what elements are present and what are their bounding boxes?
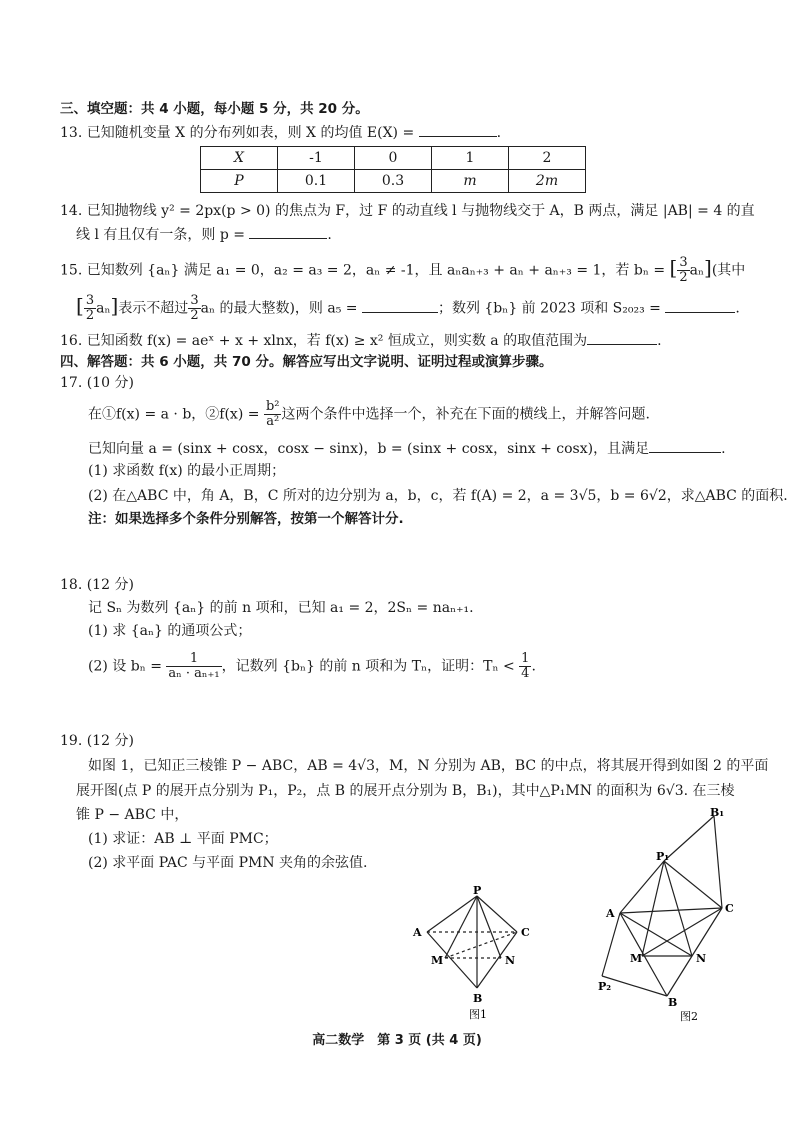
table-cell: 2m	[509, 170, 586, 193]
table-cell: 1	[432, 147, 509, 170]
q17-line-1: 在①f(x) = a · b，②f(x) = $\frac{\text{b²}}{\text{a²}}$ 这两个条件中选择一个，补充在下面的横线上，并解答问题.	[88, 399, 650, 429]
fraction: $\frac{3}{2}$	[190, 293, 199, 323]
figure-1-caption: 图1	[469, 1008, 487, 1020]
label-A: A	[413, 926, 422, 939]
q18-line-3: (2) 设 bₙ = $\frac{1}{\text{aₙ · aₙ₊₁}}$ ，记数列 {bₙ} 的前 n 项和为 Tₙ，证明：Tₙ < $\frac{1}{4}$ .	[88, 651, 536, 681]
figure-2-caption: 图2	[680, 1010, 698, 1023]
table-row	[201, 147, 586, 170]
q18-line-2: (1) 求 {aₙ} 的通项公式；	[88, 623, 252, 639]
question-16: 16. 已知函数 f(x) = aeˣ + x + xlnx，若 f(x) ≥ x² 恒成立，则实数 a 的取值范围为 .	[60, 330, 662, 351]
answer-blank	[249, 224, 327, 239]
question-14-line-1: 14. 已知抛物线 y² = 2px(p > 0) 的焦点为 F，过 F 的动直线 l 与抛物线交于 A，B 两点，满足 |AB| = 4 的直	[60, 203, 755, 219]
label-P2: P₂	[598, 980, 612, 993]
figure-2-net	[592, 806, 752, 1026]
q13-text: 13. 已知随机变量 X 的分布列如表，则 X 的均值 E(X) =	[60, 125, 419, 141]
answer-blank	[649, 438, 721, 453]
q17-line-2: 已知向量 a = (sinx + cosx，cosx − sinx)，b = (sinx + cosx，sinx + cosx)，且满足 .	[88, 438, 726, 459]
distribution-table	[200, 146, 586, 193]
fraction: $\frac{3}{2}$	[85, 293, 95, 323]
section-4-heading: 四、解答题：共 6 小题，共 70 分。解答应写出文字说明、证明过程或演算步骤。	[60, 354, 553, 370]
label-C: C	[521, 926, 530, 939]
q19-head: 19. (12 分)	[60, 733, 134, 749]
label-M: M	[630, 952, 643, 965]
q19-line-5: (2) 求平面 PAC 与平面 PMN 夹角的余弦值.	[88, 855, 368, 871]
table-cell: 2	[509, 147, 586, 170]
question-15-line-1: 15. 已知数列 {aₙ} 满足 a₁ = 0，a₂ = a₃ = 2，aₙ ≠ -1，且 aₙaₙ₊₃ + aₙ + aₙ₊₃ = 1，若 bₙ = [ $\frac{3}{2}$ aₙ](其中	[60, 255, 746, 285]
table-cell: 0	[355, 147, 432, 170]
fraction: $\frac{1}{\text{aₙ · aₙ₊₁}}$	[168, 651, 220, 681]
q17-head: 17. (10 分)	[60, 375, 134, 391]
label-B1: B₁	[710, 806, 725, 819]
section-3-heading: 三、填空题：共 4 小题，每小题 5 分，共 20 分。	[60, 101, 369, 117]
q15-text-b: (其中	[711, 262, 746, 279]
question-13: 13. 已知随机变量 X 的分布列如表，则 X 的均值 E(X) = .	[60, 122, 501, 143]
q17-note: 注：如果选择多个条件分别解答，按第一个解答计分.	[88, 511, 404, 527]
q14-text: 线 l 有且仅有一条，则 p =	[76, 227, 250, 243]
label-N: N	[696, 952, 707, 965]
fraction: $\frac{\text{b²}}{\text{a²}}$	[265, 399, 280, 429]
question-14-line-2: 线 l 有且仅有一条，则 p = .	[76, 224, 332, 245]
answer-blank	[362, 298, 438, 313]
floor-bracket: [	[669, 255, 678, 280]
page-footer: 高二数学 第 3 页 (共 4 页)	[312, 1033, 482, 1048]
label-B: B	[668, 996, 678, 1009]
label-N: N	[505, 954, 516, 967]
q19-line-1: 如图 1，已知正三棱锥 P − ABC，AB = 4√3，M，N 分别为 AB，BC 的中点，将其展开得到如图 2 的平面	[88, 758, 769, 774]
label-M: M	[431, 954, 444, 967]
answer-blank	[587, 330, 657, 345]
q19-line-4: (1) 求证：AB ⊥ 平面 PMC；	[88, 831, 278, 847]
fraction: $\frac{1}{4}$	[521, 651, 530, 681]
q17-line-4: (2) 在△ABC 中，角 A，B，C 所对的边分别为 a，b，c，若 f(A) = 2，a = 3√5，b = 6√2，求△ABC 的面积.	[88, 488, 788, 504]
label-P: P	[473, 884, 482, 897]
label-P1: P₁	[656, 850, 670, 863]
table-cell: -1	[278, 147, 355, 170]
table-cell: P	[201, 170, 278, 193]
figure-1-tetrahedron	[405, 880, 545, 1020]
q18-head: 18. (12 分)	[60, 577, 134, 593]
q15-text-a: 15. 已知数列 {aₙ} 满足 a₁ = 0，a₂ = a₃ = 2，aₙ ≠ -1，且 aₙaₙ₊₃ + aₙ + aₙ₊₃ = 1，若 bₙ =	[60, 262, 670, 279]
q18-line-1: 记 Sₙ 为数列 {aₙ} 的前 n 项和，已知 a₁ = 2，2Sₙ = naₙ₊₁.	[88, 600, 474, 616]
table-cell: X	[201, 147, 278, 170]
table-row	[201, 170, 586, 193]
answer-blank	[665, 298, 735, 313]
q17-line-3: (1) 求函数 f(x) 的最小正周期；	[88, 463, 286, 479]
table-cell: 0.3	[355, 170, 432, 193]
label-A: A	[606, 907, 615, 920]
label-C: C	[725, 902, 734, 915]
table-cell: 0.1	[278, 170, 355, 193]
q19-line-3: 锥 P − ABC 中，	[76, 807, 189, 823]
answer-blank	[419, 122, 497, 137]
label-B: B	[473, 992, 483, 1005]
fraction: $\frac{3}{2}$	[679, 255, 688, 285]
q19-line-2: 展开图(点 P 的展开点分别为 P₁，P₂，点 B 的展开点分别为 B，B₁)，其中△P₁MN 的面积为 6√3. 在三棱	[76, 783, 735, 799]
question-15-line-2: [ $\frac{3}{2}$ aₙ]表示不超过 $\frac{3}{2}$ aₙ 的最大整数)，则 a₅ = ；数列 {bₙ} 前 2023 项和 S₂₀₂₃ = .	[76, 293, 740, 323]
table-cell: m	[432, 170, 509, 193]
